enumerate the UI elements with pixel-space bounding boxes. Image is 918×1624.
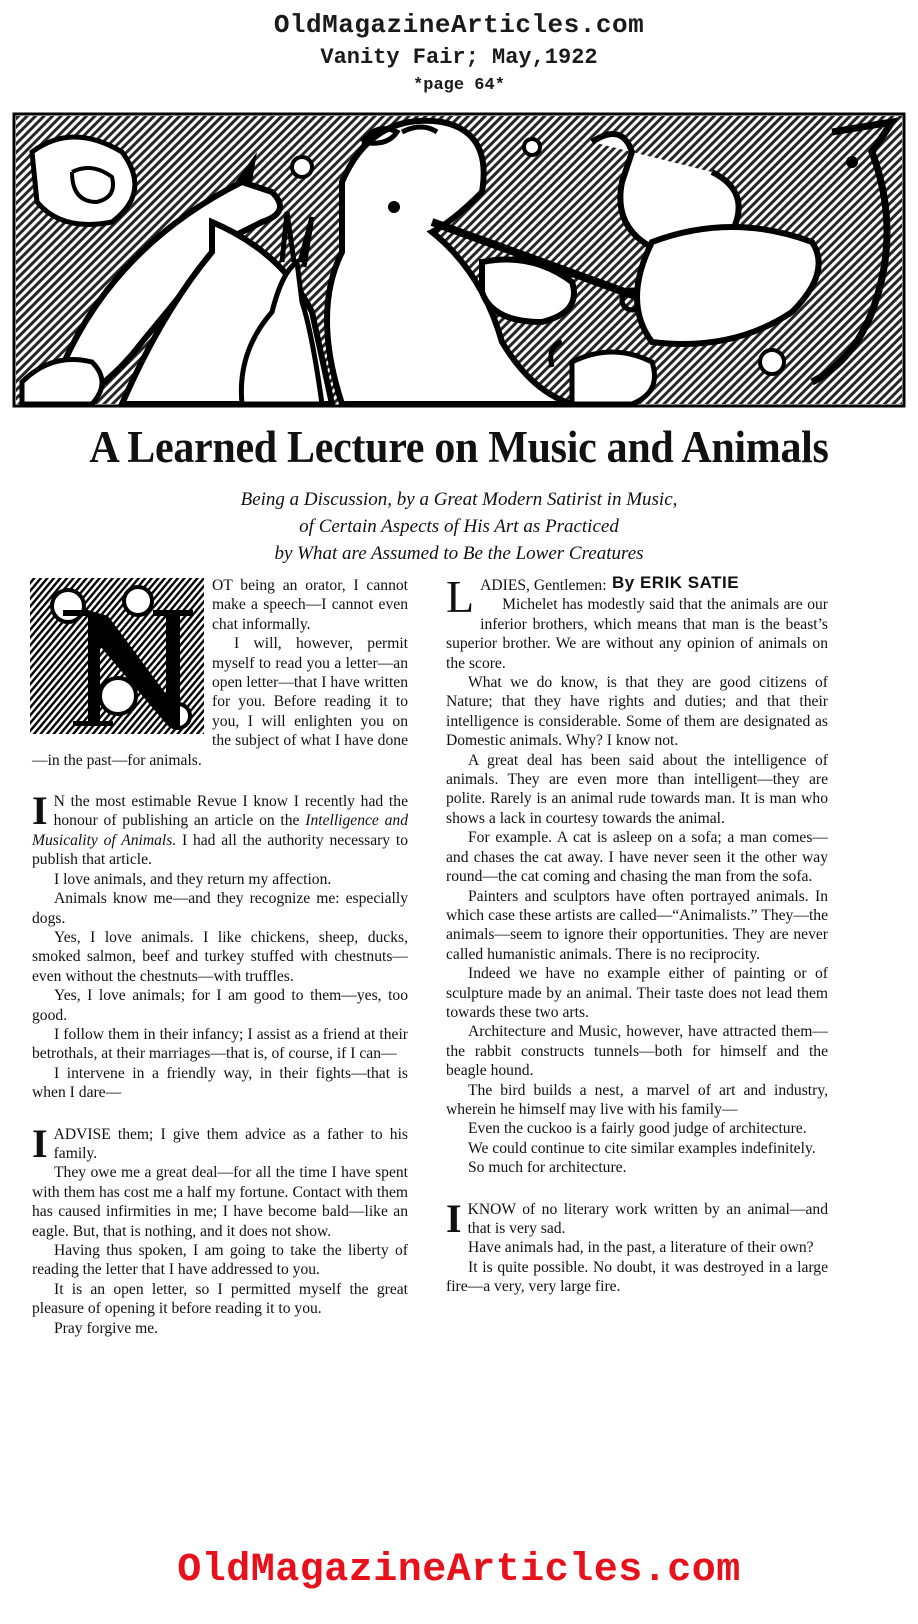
subtitle-line: by What are Assumed to Be the Lower Creatures bbox=[274, 543, 644, 564]
paragraph: We could continue to cite similar examples indefinitely. bbox=[468, 1139, 816, 1157]
paragraph: I intervene in a friendly way, in their fights—that is when I dare— bbox=[32, 1064, 408, 1102]
subtitle-line: Being a Discussion, by a Great Modern Satirist in Music, bbox=[240, 489, 678, 510]
paragraph: IADVISE them; I give them advice as a father to his family. bbox=[32, 1120, 408, 1166]
paragraph: They owe me a great deal—for all the time I have spent with them has cost me a half my fortune. Contact with them has caused infirmities in me; I have become bald—like an eagle. But, that is nothing, and it does not show. bbox=[32, 1164, 408, 1240]
paragraph: OT being an orator, I cannot make a speech—I cannot even chat informally. bbox=[212, 577, 408, 633]
paragraph: Yes, I love animals. I like chickens, sheep, ducks, smoked salmon, beef and turkey stuffed with chestnuts—even without the chestnuts—with truffles. bbox=[32, 928, 408, 985]
paragraph: Even the cuckoo is a fairly good judge of architecture. bbox=[468, 1120, 807, 1138]
paragraph: Painters and sculptors have often portrayed animals. In which case these artists are called—“Animalists.” They—the animals—seem to ignore their opportunities. They are never called humanistic animals. There is no reciprocity. bbox=[446, 887, 828, 963]
page-number: *page 64* bbox=[413, 76, 505, 95]
initial-letter: I bbox=[32, 788, 48, 834]
paragraph: Animals know me—and they recognize me: especially dogs. bbox=[32, 890, 408, 927]
paragraph: Having thus spoken, I am going to take the liberty of reading the letter that I have addressed to you. bbox=[32, 1242, 408, 1279]
article-subtitle bbox=[0, 486, 918, 567]
paragraph: It is an open letter, so I permitted myself the great pleasure of opening it before reading it to you. bbox=[32, 1280, 408, 1318]
site-name: OldMagazineArticles.com bbox=[273, 10, 645, 40]
salutation: LADIES, Gentlemen: bbox=[446, 571, 607, 622]
paragraph: Yes, I love animals; for I am good to them—yes, too good. bbox=[32, 987, 408, 1024]
paragraph: A great deal has been said about the intelligence of animals. They are even more than intelligent—they are polite. Rarely is an animal rude towards man. It is man who shows a lack in courtesy towards the animal. bbox=[446, 751, 828, 827]
paragraph: Architecture and Music, however, have attracted them—the rabbit constructs tunnels—both for himself and the beagle hound. bbox=[446, 1023, 828, 1080]
woodcut-illustration bbox=[12, 112, 906, 408]
paragraph: Michelet has modestly said that the animals are our inferior brothers, which means that man is the beast’s superior brother. We are without any opinion of animals on the score. bbox=[446, 596, 828, 672]
paragraph: Have animals had, in the past, a literature of their own? bbox=[468, 1239, 814, 1257]
paragraph: For example. A cat is asleep on a sofa; a man comes—and chases the cat away. I have never seen it the other way round—the cat coming and chasing the man from the sofa. bbox=[446, 829, 828, 886]
footer-watermark: OldMagazineArticles.com bbox=[177, 1548, 741, 1593]
paragraph: It is quite possible. No doubt, it was destroyed in a large fire—a very, very large fire. bbox=[446, 1258, 828, 1296]
left-column bbox=[32, 576, 408, 1338]
paragraph: I love animals, and they return my affection. bbox=[54, 870, 332, 888]
paragraph: Indeed we have no example either of painting or of sculpture made by an animal. Their taste does not lead them towards these two arts. bbox=[446, 965, 828, 1021]
subtitle-line: of Certain Aspects of His Art as Practiced bbox=[299, 516, 619, 537]
violinist-animals-woodcut-icon bbox=[12, 112, 906, 408]
article-title: A Learned Lecture on Music and Animals bbox=[89, 423, 829, 473]
article-reference: Intelligence and Musicality of Animals. bbox=[32, 812, 409, 849]
paragraph: What we do know, is that they are good citizens of Nature; that they have rights and duties; and that their intelligence is considerable. Some of them are designated as Domestic animals. Why? I know not. bbox=[446, 674, 828, 750]
right-column bbox=[446, 571, 828, 1297]
paragraph: So much for architecture. bbox=[468, 1159, 627, 1177]
paragraph: The bird builds a nest, a marvel of art and industry, wherein he himself may live with his family— bbox=[446, 1081, 828, 1118]
ornamental-n-icon bbox=[28, 576, 206, 736]
paragraph: IKNOW of no literary work written by an animal—and that is very sad. bbox=[446, 1195, 828, 1241]
initial-letter: I bbox=[446, 1195, 462, 1241]
paragraph: Pray forgive me. bbox=[54, 1319, 159, 1337]
drop-cap-n bbox=[28, 576, 206, 736]
paragraph: I will, however, permit myself to read you a letter—an open letter—that I have written for you. Before reading it to you, I will enlighten you on the subject of what I have done—in the past—for animals. bbox=[32, 635, 408, 769]
paragraph: I follow them in their infancy; I assist as a friend at their betrothals, at their marriages—that is, of course, if I can— bbox=[32, 1025, 408, 1063]
byline: By ERIK SATIE bbox=[612, 573, 740, 592]
initial-letter: I bbox=[32, 1120, 48, 1166]
initial-letter: L bbox=[446, 571, 475, 622]
issue-info: Vanity Fair; May,1922 bbox=[320, 45, 598, 70]
paragraph: I N the most estimable Revue I know I recently had the honour of publishing an article on the Intelligence and Musicality of Animals. I had all the authority necessary to publish that article. bbox=[32, 788, 409, 869]
